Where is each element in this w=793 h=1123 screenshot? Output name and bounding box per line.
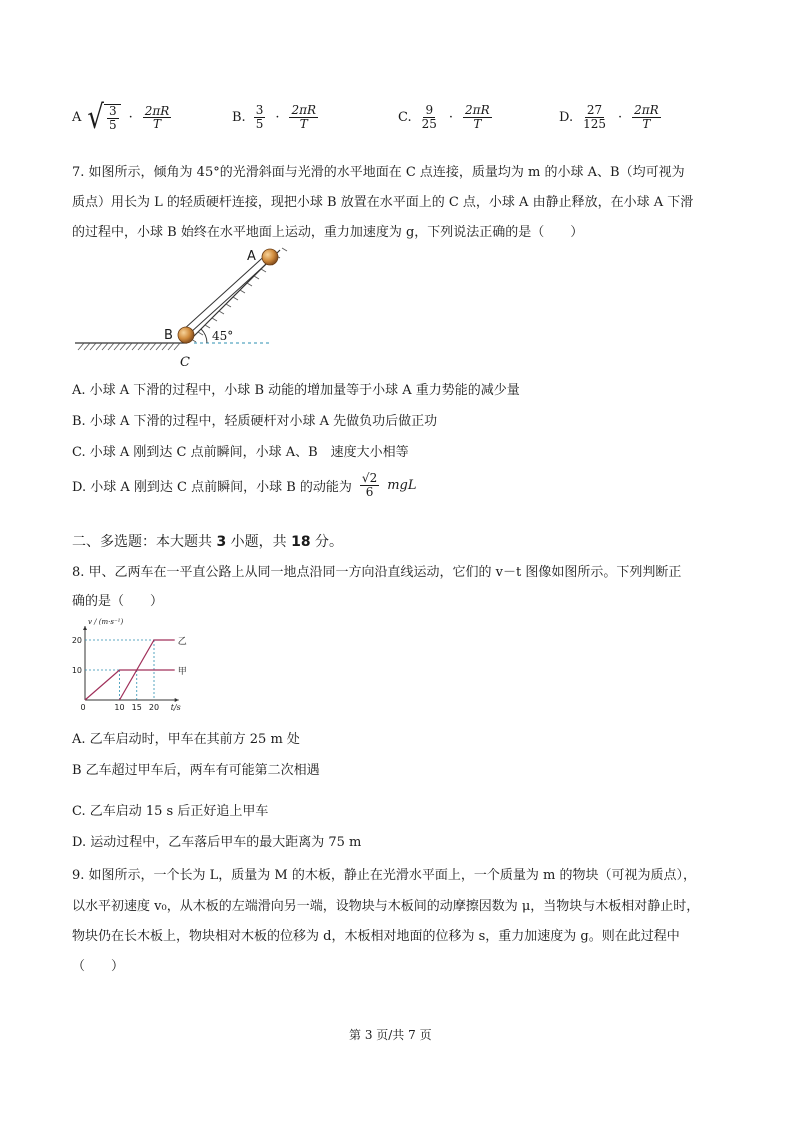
y-tick-label: 20 (71, 636, 82, 645)
q8-stem-line-2: 确的是（ ） (72, 594, 164, 609)
q6-option-b: B. $\frac{3}{5}$ · $\frac{2\pi R}{T}$ (232, 103, 317, 131)
q8-option-d: D. 运动过程中，乙车落后甲车的最大距离为 75 m (72, 835, 362, 850)
ground-hatch (78, 343, 180, 350)
q6-option-d: D. $\frac{27}{125}$ · $\frac{2\pi R}{T}$ (559, 103, 659, 131)
q8-stem-line-1: 8. 甲、乙两车在一平直公路上从同一地点沿同一方向沿直线运动，它们的 v－t 图像如图所示。下列判断正 (72, 565, 682, 580)
sqrt-expression: √ $\frac{3}{5}$ (87, 104, 120, 131)
x-tick-label: 15 (131, 703, 142, 712)
series-label-jia: 甲 (177, 667, 187, 677)
angle-arc (201, 329, 207, 343)
q8-vt-chart (70, 615, 200, 713)
q7-stem-line-1: 7. 如图所示，倾角为 45°的光滑斜面与光滑的水平地面在 C 点连接，质量均为 m 的小球 A、B（均可视为 (72, 165, 685, 180)
label-a: A (247, 249, 256, 264)
ball-b (178, 327, 194, 343)
angle-label: 45° (212, 329, 234, 343)
x-tick-label: 10 (114, 703, 125, 712)
y-axis-label: v / (m·s⁻¹) (88, 618, 124, 626)
q7-option-c: C. 小球 A 刚到达 C 点前瞬间，小球 A、B 速度大小相等 (72, 445, 409, 460)
q7-option-b: B. 小球 A 下滑的过程中，轻质硬杆对小球 A 先做负功后做正功 (72, 414, 438, 429)
rod-edge-1 (183, 252, 269, 330)
label-b: B (164, 328, 173, 343)
q7-stem-line-3: 的过程中，小球 B 始终在水平地面上运动，重力加速度为 g，下列说法正确的是（ ） (72, 225, 584, 240)
q6-option-a: A √ $\frac{3}{5}$ · $\frac{2\pi R}{T}$ (72, 98, 170, 137)
q9-stem-line-4: （ ） (72, 959, 125, 974)
rod-edge-2 (190, 257, 274, 333)
q9-stem-line-2: 以水平初速度 v₀，从木板的左端滑向另一端，设物块与木板间的动摩擦因数为 μ，当物块与木板相对静止时， (72, 899, 700, 914)
q6-option-c: C. $\frac{9}{25}$ · $\frac{2\pi R}{T}$ (398, 103, 490, 131)
series-label-yi: 乙 (177, 637, 187, 647)
q7-option-d: D. 小球 A 刚到达 C 点前瞬间，小球 B 的动能为 $\frac{√2}{6}$ mgL (72, 471, 417, 499)
x-tick-label: 20 (148, 703, 160, 712)
q9-stem-line-1: 9. 如图所示，一个长为 L，质量为 M 的木板，静止在光滑水平面上，一个质量为 m 的物块（可视为质点）， (72, 868, 696, 883)
x-axis-label: t/s (170, 703, 181, 712)
label-c: C (180, 355, 190, 370)
section-heading: 二、多选题：本大题共 3 小题，共 18 分。 (72, 534, 344, 550)
y-axis-arrow (83, 626, 87, 630)
q7-option-a: A. 小球 A 下滑的过程中，小球 B 动能的增加量等于小球 A 重力势能的减少量 (72, 383, 520, 398)
y-tick-label: 10 (71, 666, 82, 675)
ball-a (262, 249, 278, 265)
option-label: A (72, 110, 82, 126)
series-line-jia (85, 670, 175, 700)
q8-option-a: A. 乙车启动时，甲车在其前方 25 m 处 (72, 732, 300, 747)
q9-stem-line-3: 物块仍在长木板上，物块相对木板的位移为 d，木板相对地面的位移为 s，重力加速度为 g。则在此过程中 (72, 929, 680, 944)
q8-option-c: C. 乙车启动 15 s 后正好追上甲车 (72, 804, 269, 819)
x-tick-label: 0 (80, 703, 86, 712)
x-axis-arrow (175, 698, 179, 702)
q7-incline-figure (70, 244, 310, 370)
q7-stem-line-2: 质点）用长为 L 的轻质硬杆连接，现把小球 B 放置在水平面上的 C 点，小球 A 由静止释放，在小球 A 下滑 (72, 195, 694, 210)
q8-option-b: B 乙车超过甲车后，两车有可能第二次相遇 (72, 763, 320, 778)
page-footer: 第 3 页/共 7 页 (349, 1028, 432, 1042)
